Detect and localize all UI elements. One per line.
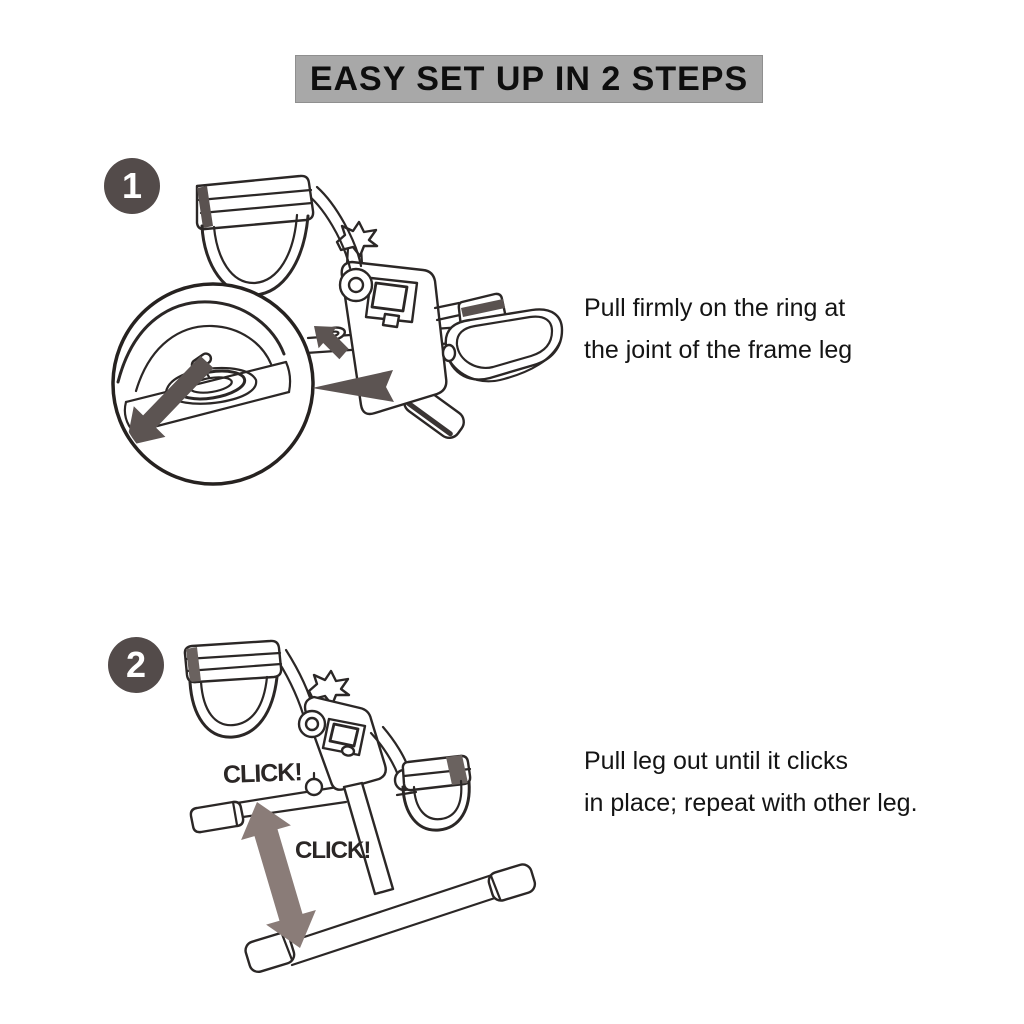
step1-instruction-line2: the joint of the frame leg	[584, 336, 853, 364]
step2-instruction	[584, 740, 918, 824]
magnifier-pointer-arrow	[312, 370, 394, 402]
leg-extension-arrow	[241, 802, 316, 948]
lcd-screen	[372, 283, 407, 311]
console-body	[299, 697, 386, 790]
lcd-screen	[330, 724, 358, 746]
title-banner	[295, 55, 763, 103]
click-spring-button	[306, 773, 322, 795]
left-pedal	[197, 176, 313, 295]
step2-number: 2	[125, 644, 147, 685]
step1-number: 1	[121, 165, 143, 206]
left-pedal	[185, 641, 281, 737]
right-pedal	[435, 294, 562, 381]
step2-instruction-line1: Pull leg out until it clicks	[584, 747, 849, 775]
mode-button	[383, 314, 399, 327]
step1-illustration	[90, 150, 580, 500]
title-text: EASY SET UP IN 2 STEPS	[309, 59, 749, 98]
click-label-1: CLICK!	[222, 758, 303, 789]
magnifier-circle	[113, 284, 313, 484]
front-bar-right-cap	[487, 862, 538, 903]
right-pedal	[371, 727, 470, 830]
step1-instruction-line1: Pull firmly on the ring at	[584, 294, 846, 322]
tension-knob	[337, 222, 377, 264]
step2-illustration	[90, 625, 580, 990]
mode-button	[341, 746, 354, 757]
step2-instruction-line2: in place; repeat with other leg.	[584, 789, 918, 817]
click-label-2: CLICK!	[295, 837, 371, 864]
step1-instruction	[584, 287, 852, 371]
